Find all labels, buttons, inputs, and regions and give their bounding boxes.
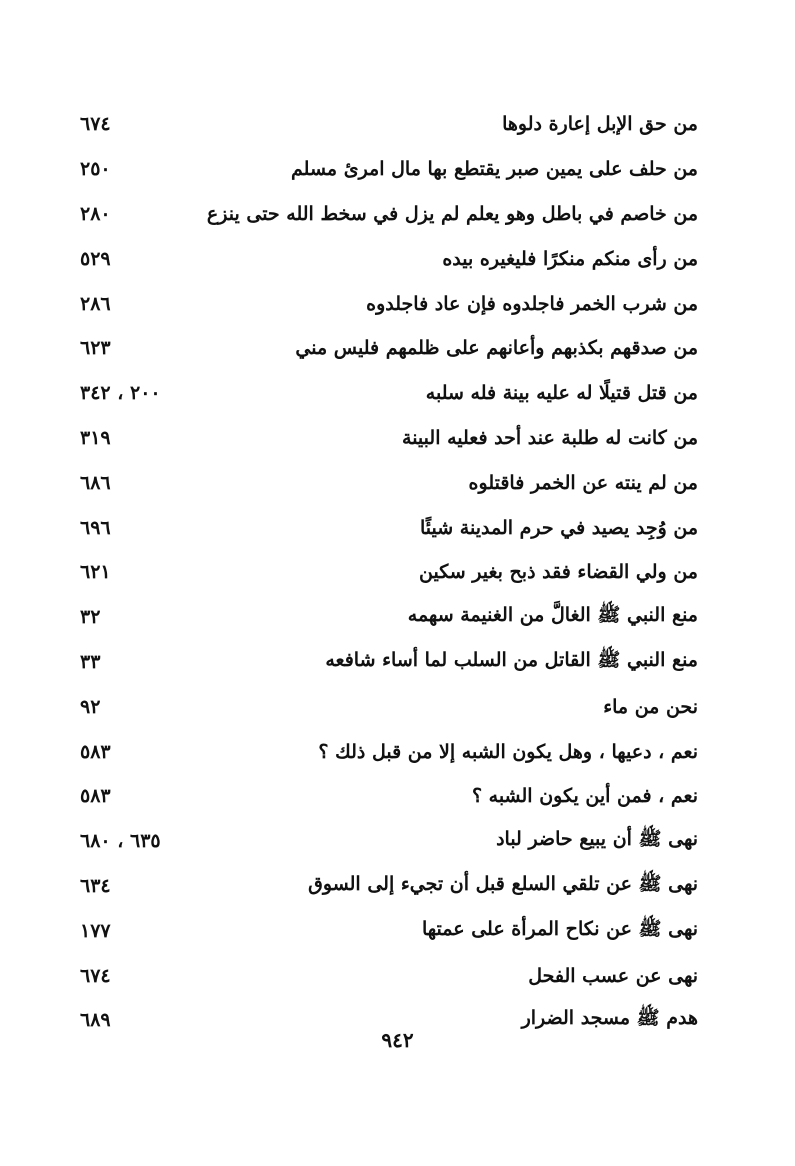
entry-page-ref: ٦٢١ — [80, 561, 111, 584]
index-entry — [80, 192, 698, 237]
entry-text: من كانت له طلبة عند أحد فعليه البينة — [402, 426, 698, 449]
entry-text: نهى ﷺ عن نكاح المرأة على عمتها — [422, 917, 698, 940]
index-entry — [80, 416, 698, 461]
entry-page-ref: ٩٢ — [80, 695, 101, 718]
index-entry — [80, 460, 698, 505]
entry-page-ref: ٢٨٠ — [80, 202, 111, 225]
index-entry — [80, 595, 698, 640]
index-entry — [80, 371, 698, 416]
entry-page-ref: ٥٢٩ — [80, 247, 111, 270]
entry-page-ref: ٢٨٦ — [80, 292, 111, 315]
index-entry — [80, 819, 698, 864]
index-entry — [80, 102, 698, 147]
entry-text: نحن من ماء — [603, 695, 698, 718]
entry-page-ref: ٢٥٠ — [80, 158, 111, 181]
entry-text: نهى عن عسب الفحل — [528, 964, 698, 987]
index-entry — [80, 640, 698, 685]
entry-page-ref: ٦٣٥ ، ٦٨٠ — [80, 830, 161, 853]
index-entry — [80, 908, 698, 953]
entry-text: من لم ينته عن الخمر فاقتلوه — [468, 471, 698, 494]
entry-page-ref: ٣٣ — [80, 650, 101, 673]
entry-page-ref: ٦٩٦ — [80, 516, 111, 539]
entry-text: من وُجِد يصيد في حرم المدينة شيئًا — [419, 516, 698, 539]
entry-text: من حلف على يمين صبر يقتطع بها مال امرئ مسلم — [291, 158, 698, 181]
entry-page-ref: ٥٨٣ — [80, 740, 111, 763]
entry-page-ref: ٢٠٠ ، ٣٤٢ — [80, 382, 161, 405]
hadith-index-list — [80, 102, 698, 1043]
entry-text: نهى ﷺ أن يبيع حاضر لباد — [496, 828, 698, 851]
entry-page-ref: ٦٣٤ — [80, 874, 111, 897]
index-entry — [80, 326, 698, 371]
entry-text: منع النبي ﷺ الغالَّ من الغنيمة سهمه — [407, 604, 698, 627]
entry-page-ref: ٥٨٣ — [80, 785, 111, 808]
entry-text: نعم ، فمن أين يكون الشبه ؟ — [471, 785, 698, 808]
entry-page-ref: ٣٢ — [80, 606, 101, 629]
entry-text: من حق الإبل إعارة دلوها — [502, 113, 698, 136]
entry-page-ref: ٦٨٩ — [80, 1009, 111, 1032]
entry-text: من صدقهم بكذبهم وأعانهم على ظلمهم فليس مني — [295, 337, 698, 360]
index-entry — [80, 953, 698, 998]
index-entry — [80, 774, 698, 819]
index-entry — [80, 281, 698, 326]
index-entry — [80, 505, 698, 550]
entry-page-ref: ٦٨٦ — [80, 471, 111, 494]
entry-text: نهى ﷺ عن تلقي السلع قبل أن تجيء إلى السوق — [308, 872, 698, 895]
index-entry — [80, 864, 698, 909]
index-entry — [80, 236, 698, 281]
entry-text: من ولي القضاء فقد ذبح بغير سكين — [419, 561, 698, 584]
entry-page-ref: ١٧٧ — [80, 919, 111, 942]
entry-text: من خاصم في باطل وهو يعلم لم يزل في سخط الله حتى ينزع — [206, 202, 698, 225]
entry-text: من شرب الخمر فاجلدوه فإن عاد فاجلدوه — [366, 292, 698, 315]
entry-page-ref: ٣١٩ — [80, 426, 111, 449]
index-entry — [80, 729, 698, 774]
entry-text: منع النبي ﷺ القاتل من السلب لما أساء شافعه — [325, 648, 698, 671]
page-number: ٩٤٢ — [381, 1028, 414, 1052]
entry-text: من قتل قتيلًا له عليه بينة فله سلبه — [425, 382, 698, 405]
entry-page-ref: ٦٢٣ — [80, 337, 111, 360]
index-entry — [80, 550, 698, 595]
index-entry — [80, 684, 698, 729]
index-entry — [80, 147, 698, 192]
entry-text: نعم ، دعيها ، وهل يكون الشبه إلا من قبل ذلك ؟ — [318, 740, 698, 763]
entry-page-ref: ٦٧٤ — [80, 964, 111, 987]
entry-page-ref: ٦٧٤ — [80, 113, 111, 136]
entry-text: من رأى منكم منكرًا فليغيره بيده — [442, 247, 698, 270]
entry-text: هدم ﷺ مسجد الضرار — [521, 1007, 698, 1030]
